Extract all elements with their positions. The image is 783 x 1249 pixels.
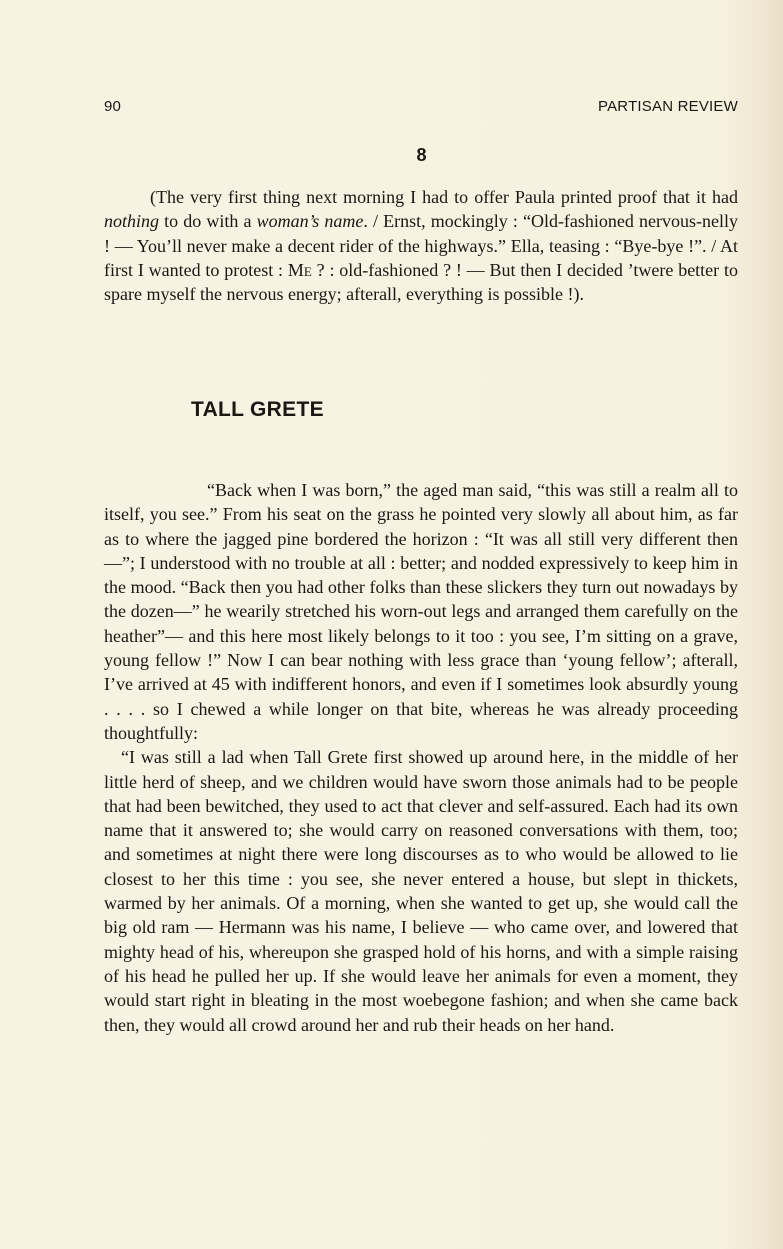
running-head: PARTISAN REVIEW [598, 98, 738, 115]
intro-emphasis-womans-name: woman’s name [256, 211, 364, 232]
intro-text-4: ? : old-fashioned ? ! — But then I decided ’twere better to spare myself the nervous energy; afterall, everything is possible !). [104, 259, 738, 305]
page-number: 90 [104, 98, 122, 115]
story-title: TALL GRETE [191, 398, 324, 421]
intro-text-3: . / Ernst, mockingly : “Old-fashioned nervous-nelly ! — You’ll never make a decent rider of the highways.” Ella, teasing : “Bye-bye !”. / At first I wanted to protest : [104, 211, 739, 280]
intro-text-2: to do with a [159, 211, 257, 232]
intro-text-1: (The very first thing next morning I had to offer Paula printed proof that it had [150, 187, 738, 207]
section-number: 8 [416, 145, 427, 165]
intro-emphasis-nothing: nothing [104, 211, 160, 232]
intro-smallcaps-me: Me [287, 259, 312, 280]
story-paragraph-2: “I was still a lad when Tall Grete first showed up around here, in the middle of her little herd of sheep, and we children would have sworn those animals had to be people that had been bewitched, they used to act that clever and self-assured. Each had its own name that it answered to; she would carry on reasoned conversations with them, too; and sometimes at night there were long discourses as to who would be allowed to lie closest to her this time : you see, she never entered a house, but slept in thickets, warmed by her animals. Of a morning, when she wanted to get up, she would call the big old ram — Hermann was his name, I believe — who came over, and lowered that mighty head of his, whereupon she grasped hold of his horns, and with a simple raising of his head he pulled her up. If she would leave her animals for even a moment, they would start right in bleating in the most woebegone fashion; and when she came back then, they would all crowd around her and rub their heads on her hand. [104, 747, 738, 1035]
intro-paragraph [104, 185, 738, 306]
page-header [104, 98, 738, 120]
story-body [104, 478, 738, 1037]
story-paragraph-1: “Back when I was born,” the aged man said, “this was still a realm all to itself, you see.” From his seat on the grass he pointed very slowly all about him, as far as to where the jagged pine bordered the horizon : “It was all still very different then—”; I understood with no trouble at all : better; and nodded expressively to keep him in the mood. “Back then you had other folks than these slickers they turn out nowadays by the dozen—” he wearily stretched his worn-out legs and arranged them carefully on the heather”— and this here most likely belongs to it too : you see, I’m sitting on a grave, young fellow !” Now I can bear nothing with less grace than ‘young fellow’; afterall, I’ve arrived at 45 with indifferent honors, and even if I sometimes look absurdly young . . . . so I chewed a while longer on that bite, whereas he was already proceeding thoughtfully: [104, 480, 738, 743]
